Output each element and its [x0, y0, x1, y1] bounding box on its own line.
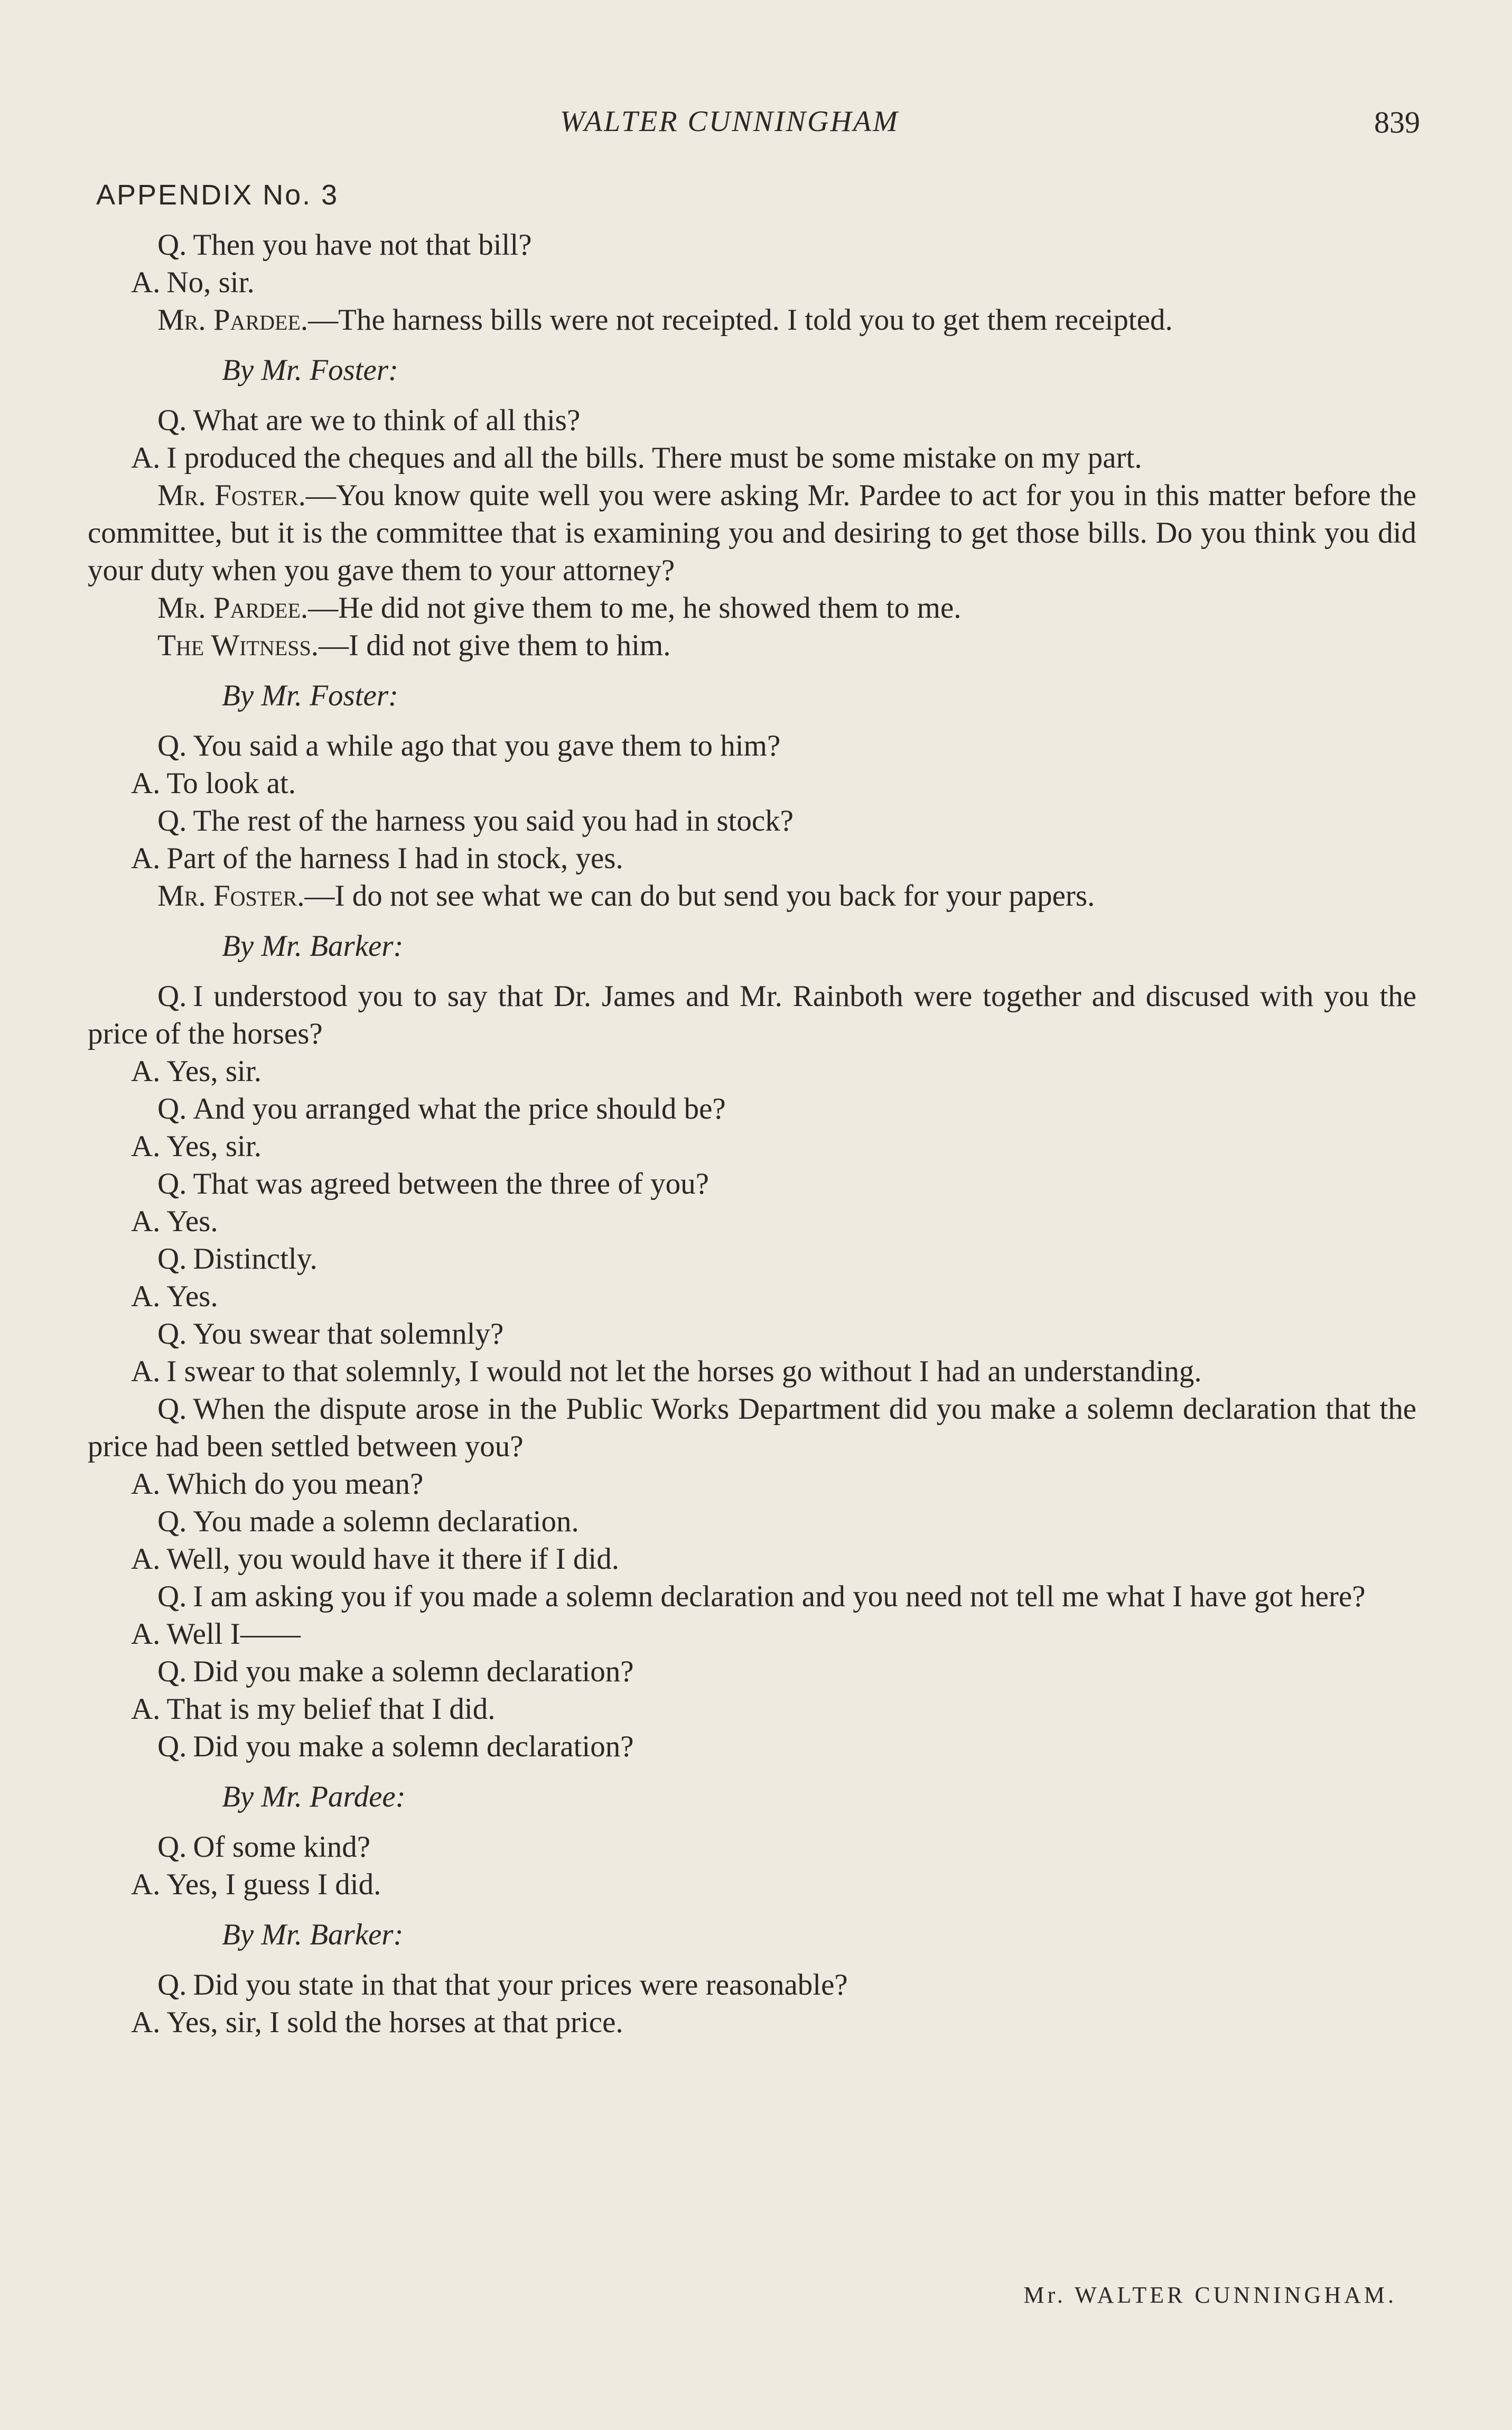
examiner-heading: By Mr. Foster: — [222, 679, 399, 712]
statement-text: Did you state in that that your prices were reasonable? — [193, 1968, 848, 2001]
question-line — [88, 1966, 1416, 2004]
speaker-statement — [88, 589, 1416, 627]
speaker-name: Mr. Pardee. — [157, 591, 309, 625]
answer-label: A. — [131, 1280, 161, 1313]
answer-label: A. — [131, 1205, 161, 1238]
spacer — [88, 389, 1416, 402]
answer-label: A. — [131, 1692, 161, 1726]
question-label: Q. — [157, 1655, 187, 1688]
answer-line — [88, 1278, 1416, 1315]
answer-label: A. — [131, 767, 161, 800]
spacer — [88, 664, 1416, 677]
statement-text: —I do not see what we can do but send you back for your papers. — [304, 879, 1095, 913]
answer-label: A. — [131, 1055, 161, 1088]
spacer — [88, 339, 1416, 351]
statement-text: Part of the harness I had in stock, yes. — [166, 842, 623, 875]
question-line — [88, 1165, 1416, 1203]
statement-text: That is my belief that I did. — [166, 1692, 496, 1726]
question-label: Q. — [157, 1830, 187, 1864]
spacer — [88, 1903, 1416, 1916]
spacer — [88, 1953, 1416, 1966]
question-line — [88, 1578, 1416, 1615]
statement-text: I am asking you if you made a solemn declaration and you need not tell me what I have got here? — [193, 1580, 1366, 1613]
statement-text: Then you have not that bill? — [193, 228, 532, 262]
question-label: Q. — [157, 228, 187, 262]
footer-signature: Mr. WALTER CUNNINGHAM. — [1023, 2282, 1397, 2308]
statement-text: Well I—— — [166, 1617, 301, 1651]
answer-label: A. — [131, 441, 161, 474]
speaker-statement — [88, 301, 1416, 339]
speaker-statement — [88, 627, 1416, 664]
statement-text: I produced the cheques and all the bills. There must be some mistake on my part. — [166, 441, 1142, 474]
question-label: Q. — [157, 1505, 187, 1538]
statement-text: Did you make a solemn declaration? — [193, 1730, 634, 1763]
answer-line — [88, 1540, 1416, 1578]
spacer — [88, 714, 1416, 727]
statement-text: I understood you to say that Dr. James and Mr. Rainboth were together and discused with you the price of the horses? — [88, 980, 1416, 1050]
spacer — [88, 1815, 1416, 1828]
speaker-name: Mr. Pardee. — [157, 303, 309, 337]
answer-label: A. — [131, 266, 161, 299]
question-label: Q. — [157, 1317, 187, 1351]
answer-label: A. — [131, 1467, 161, 1501]
question-label: Q. — [157, 1392, 187, 1426]
spacer — [88, 965, 1416, 977]
statement-text: You said a while ago that you gave them to him? — [193, 729, 781, 762]
question-label: Q. — [157, 1580, 187, 1613]
speaker-name: The Witness. — [157, 629, 319, 662]
statement-text: Distinctly. — [193, 1242, 318, 1275]
speaker-statement — [88, 477, 1416, 589]
statement-text: Yes, sir, I sold the horses at that price. — [166, 2006, 623, 2039]
question-line — [88, 1828, 1416, 1866]
question-line — [88, 1653, 1416, 1690]
answer-line — [88, 439, 1416, 477]
appendix-label: APPENDIX No. 3 — [96, 179, 339, 211]
testimony-body — [88, 226, 1416, 2041]
statement-text: You made a solemn declaration. — [193, 1505, 579, 1538]
statement-text: Yes, sir. — [166, 1055, 262, 1088]
question-line — [88, 802, 1416, 840]
answer-line — [88, 1690, 1416, 1728]
examiner-heading: By Mr. Pardee: — [222, 1780, 406, 1813]
running-head — [0, 105, 1512, 147]
answer-label: A. — [131, 842, 161, 875]
statement-text: Yes, I guess I did. — [166, 1868, 381, 1901]
statement-text: No, sir. — [166, 266, 255, 299]
answer-label: A. — [131, 1542, 161, 1576]
answer-line — [88, 1615, 1416, 1653]
question-label: Q. — [157, 1167, 187, 1200]
answer-line — [88, 1053, 1416, 1090]
question-label: Q. — [157, 1092, 187, 1125]
answer-line — [88, 2004, 1416, 2041]
question-label: Q. — [157, 980, 187, 1013]
statement-text: I swear to that solemnly, I would not let the horses go without I had an understanding. — [166, 1355, 1202, 1388]
question-label: Q. — [157, 1968, 187, 2001]
question-line — [88, 1503, 1416, 1540]
examiner-heading: By Mr. Barker: — [222, 1918, 404, 1951]
question-line — [88, 1390, 1416, 1465]
question-line — [88, 1728, 1416, 1765]
statement-text: Yes, sir. — [166, 1130, 262, 1163]
statement-text: —I did not give them to him. — [318, 629, 671, 662]
statement-text: When the dispute arose in the Public Works Department did you make a solemn declaration that the price had been settled between you? — [88, 1392, 1416, 1463]
question-label: Q. — [157, 1730, 187, 1763]
speaker-name: Mr. Foster. — [157, 879, 305, 913]
question-line — [88, 1315, 1416, 1353]
question-line — [88, 977, 1416, 1053]
answer-label: A. — [131, 1868, 161, 1901]
statement-text: —He did not give them to me, he showed them to me. — [308, 591, 962, 625]
statement-text: The rest of the harness you said you had in stock? — [193, 804, 794, 837]
statement-text: Yes. — [166, 1205, 218, 1238]
speaker-name: Mr. Foster. — [157, 479, 306, 512]
examiner-heading: By Mr. Barker: — [222, 929, 404, 963]
answer-line — [88, 1465, 1416, 1503]
answer-label: A. — [131, 1130, 161, 1163]
answer-label: A. — [131, 1617, 161, 1651]
answer-line — [88, 840, 1416, 877]
answer-label: A. — [131, 1355, 161, 1388]
answer-line — [88, 264, 1416, 301]
question-label: Q. — [157, 404, 187, 437]
statement-text: You swear that solemnly? — [193, 1317, 504, 1351]
answer-line — [88, 765, 1416, 802]
statement-text: —You know quite well you were asking Mr. Pardee to act for you in this matter before the committee, but it is the committee that is examining you and desiring to get those bills. Do you think you did your duty when you gave them to your attorney? — [88, 479, 1416, 587]
statement-text: Well, you would have it there if I did. — [166, 1542, 619, 1576]
question-line — [88, 1090, 1416, 1128]
spacer — [88, 915, 1416, 927]
statement-text: Yes. — [166, 1280, 218, 1313]
statement-text: Which do you mean? — [166, 1467, 424, 1501]
question-label: Q. — [157, 1242, 187, 1275]
question-label: Q. — [157, 729, 187, 762]
statement-text: To look at. — [166, 767, 296, 800]
spacer — [88, 1765, 1416, 1778]
page-number: 839 — [1374, 105, 1420, 139]
answer-line — [88, 1128, 1416, 1165]
statement-text: And you arranged what the price should be? — [193, 1092, 726, 1125]
question-line — [88, 226, 1416, 264]
statement-text: What are we to think of all this? — [193, 404, 581, 437]
examiner-heading: By Mr. Foster: — [222, 353, 399, 387]
question-line — [88, 727, 1416, 765]
statement-text: That was agreed between the three of you? — [193, 1167, 709, 1200]
speaker-statement — [88, 877, 1416, 915]
answer-line — [88, 1203, 1416, 1240]
statement-text: —The harness bills were not receipted. I told you to get them receipted. — [308, 303, 1173, 337]
question-line — [88, 1240, 1416, 1278]
question-line — [88, 402, 1416, 439]
question-label: Q. — [157, 804, 187, 837]
statement-text: Did you make a solemn declaration? — [193, 1655, 634, 1688]
answer-label: A. — [131, 2006, 161, 2039]
running-title: WALTER CUNNINGHAM — [560, 105, 899, 138]
statement-text: Of some kind? — [193, 1830, 371, 1864]
answer-line — [88, 1866, 1416, 1903]
answer-line — [88, 1353, 1416, 1390]
